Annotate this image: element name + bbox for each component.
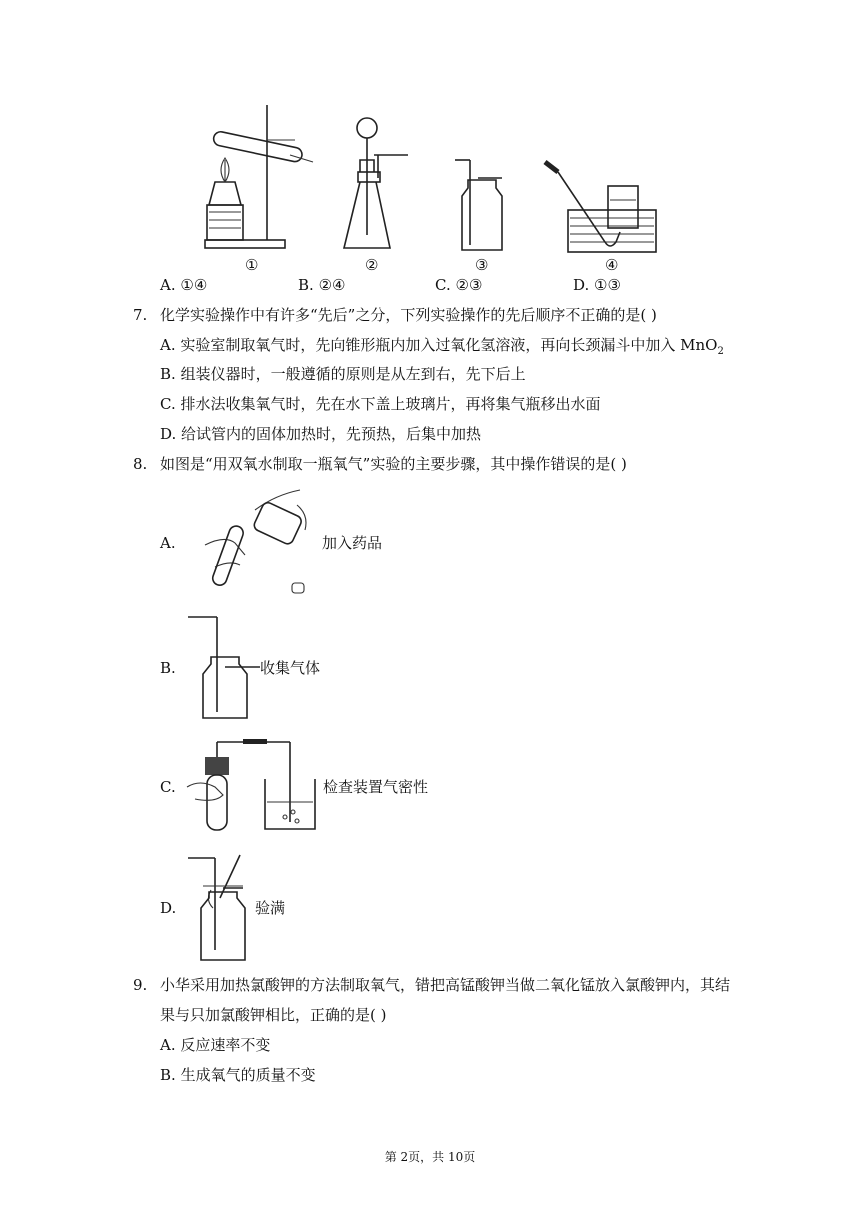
option-letter: D.	[160, 425, 177, 443]
q6-figure	[195, 100, 675, 275]
option-letter: B.	[298, 276, 314, 294]
q8-option-b-letter[interactable]: B.	[160, 659, 176, 677]
option-letter: A.	[160, 276, 176, 294]
airtightness-check-icon	[185, 737, 325, 837]
q8-option-d-letter[interactable]: D.	[160, 899, 177, 917]
apparatus-label-1: ①	[245, 256, 259, 274]
q6-option-a[interactable]	[160, 275, 207, 295]
q8-stem: 如图是“用双氧水制取一瓶氧气”实验的主要步骤，其中操作错误的是( )	[160, 455, 627, 473]
q9-option-a[interactable]	[160, 1035, 270, 1055]
option-text: ②④	[318, 276, 346, 294]
option-text: ②③	[455, 276, 483, 294]
q8-option-c-letter[interactable]: C.	[160, 778, 176, 796]
q6-option-b[interactable]	[298, 275, 345, 295]
apparatus-3-gas-bottle-icon	[450, 100, 520, 255]
collect-gas-bottle-icon	[185, 612, 265, 722]
apparatus-label-2: ②	[365, 256, 379, 274]
q8-option-d-caption: 验满	[255, 899, 286, 917]
q7-number: 7.	[133, 306, 148, 324]
option-subscript: 2	[717, 346, 724, 357]
q7-stem: 化学实验操作中有许多“先后”之分，下列实验操作的先后顺序不正确的是( )	[160, 306, 657, 324]
option-text: ①③	[594, 276, 621, 294]
option-letter: B.	[160, 365, 176, 383]
q6-option-d[interactable]	[573, 275, 621, 295]
q8-number: 8.	[133, 455, 148, 473]
apparatus-2-flask-funnel-icon	[340, 100, 420, 255]
option-letter: D.	[573, 276, 590, 294]
q9-stem-line1: 小华采用加热氯酸钾的方法制取氧气，错把高锰酸钾当做二氧化锰放入氯酸钾内，其结	[160, 976, 731, 994]
q9-number: 9.	[133, 976, 148, 994]
q7-option-a[interactable]	[160, 335, 724, 362]
q8-option-c-caption: 检查装置气密性	[323, 778, 429, 796]
option-text: 实验室制取氧气时，先向锥形瓶内加入过氧化氢溶液，再向长颈漏斗中加入 MnO	[180, 336, 718, 354]
q7-option-b[interactable]	[160, 364, 526, 384]
add-reagent-icon	[185, 485, 315, 600]
option-letter: A.	[160, 1036, 176, 1054]
q8-option-b-caption: 收集气体	[260, 659, 321, 677]
option-text: 生成氧气的质量不变	[180, 1066, 316, 1084]
option-text: 给试管内的固体加热时，先预热，后集中加热	[181, 425, 482, 443]
option-letter: A.	[160, 336, 176, 354]
option-letter: C.	[435, 276, 451, 294]
q8-option-a-caption: 加入药品	[322, 534, 383, 552]
q6-option-c[interactable]	[435, 275, 482, 295]
q7-option-d[interactable]	[160, 424, 481, 444]
page-footer: 第 2页，共 10页	[384, 1150, 476, 1164]
apparatus-label-4: ④	[605, 256, 619, 274]
option-letter: C.	[160, 395, 176, 413]
q9-stem-line2: 果与只加氯酸钾相比，正确的是( )	[160, 1006, 387, 1024]
apparatus-1-heating-tube-icon	[195, 100, 325, 255]
option-text: 排水法收集氧气时，先在水下盖上玻璃片，再将集气瓶移出水面	[180, 395, 601, 413]
option-text: 反应速率不变	[180, 1036, 271, 1054]
q9-option-b[interactable]	[160, 1065, 316, 1085]
q7-option-c[interactable]	[160, 394, 601, 414]
q8-option-a-letter[interactable]: A.	[160, 534, 176, 552]
option-letter: B.	[160, 1066, 176, 1084]
apparatus-label-3: ③	[475, 256, 489, 274]
oxygen-full-check-icon	[185, 850, 265, 965]
apparatus-4-water-trough-icon	[540, 100, 650, 255]
option-text: ①④	[180, 276, 208, 294]
option-text: 组装仪器时，一般遵循的原则是从左到右，先下后上	[180, 365, 526, 383]
